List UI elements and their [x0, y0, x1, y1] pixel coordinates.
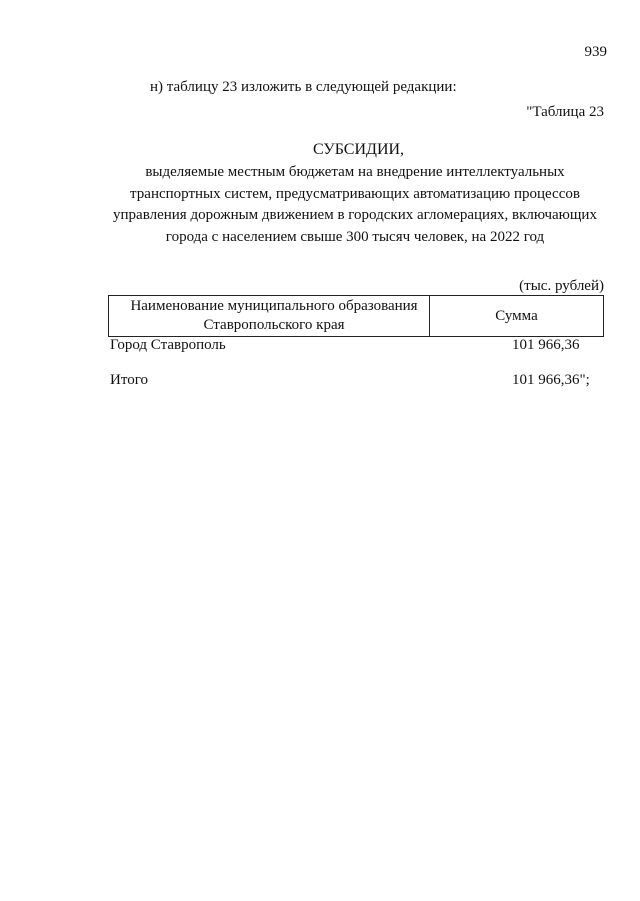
document-subtitle: выделяемые местным бюджетам на внедрение интеллектуальных транспортных систем, предусматривающих автоматизацию процессов управления дорожным движением в городских агломерациях, включающих города с населением свыше 300 тысяч человек, на 2022 год — [113, 164, 597, 245]
page-number: 939 — [584, 44, 607, 60]
units-label: (тыс. рублей) — [519, 278, 604, 294]
table-row-municipality: Город Ставрополь — [110, 337, 226, 353]
table-reference: "Таблица 23 — [526, 104, 604, 120]
column-header-sum: Сумма — [495, 307, 538, 324]
total-sum: 101 966,36"; — [512, 372, 590, 388]
total-label: Итого — [110, 372, 148, 388]
column-header-municipality: Наименование муниципального образования Ставропольского края — [109, 296, 430, 336]
document-title: СУБСИДИИ, — [312, 141, 405, 158]
intro-line: н) таблицу 23 изложить в следующей редакции: — [150, 79, 457, 95]
subsidy-table-header — [108, 295, 604, 337]
table-row-sum: 101 966,36 — [512, 337, 580, 353]
